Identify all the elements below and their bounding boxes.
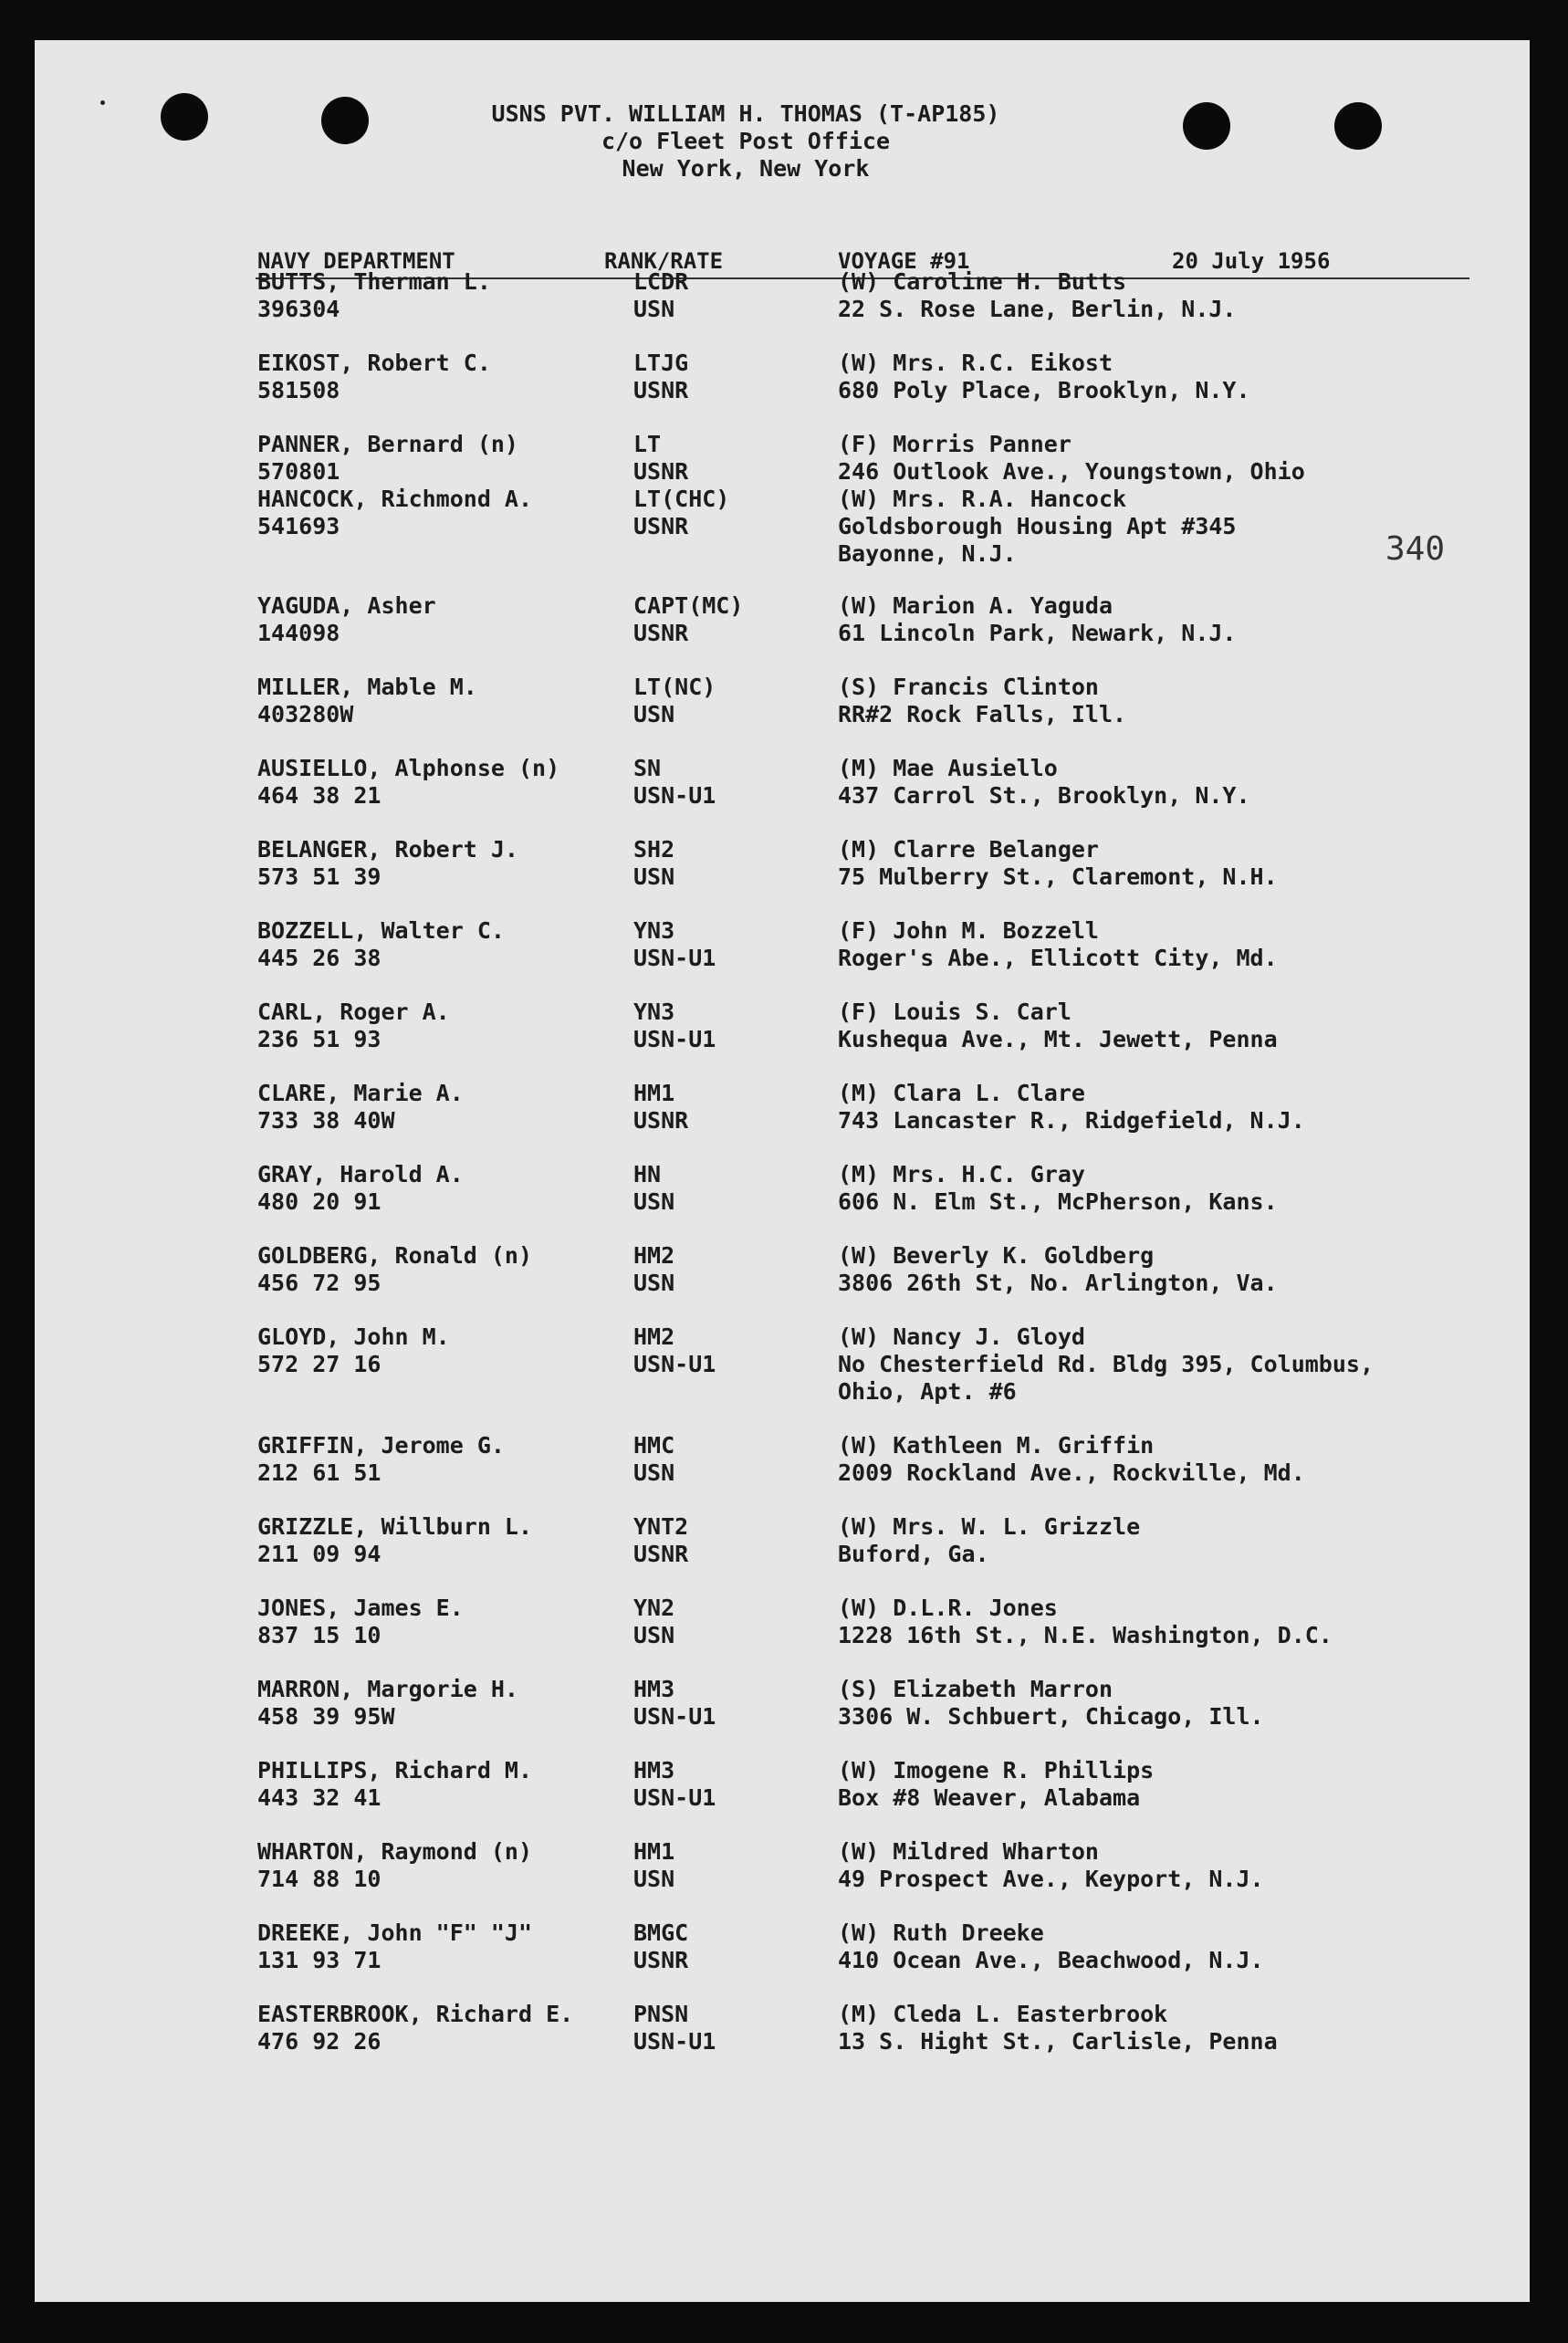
next-of-kin-line: (S) Francis Clinton — [838, 674, 1099, 700]
city: New York, New York — [622, 155, 870, 182]
next-of-kin-line: Ohio, Apt. #6 — [838, 1378, 1017, 1405]
rank-rate: HM3 — [633, 1757, 675, 1783]
next-of-kin-line: Bayonne, N.J. — [838, 540, 1017, 567]
person-name: BUTTS, Therman L. — [257, 268, 491, 295]
person-name: BELANGER, Robert J. — [257, 836, 518, 863]
next-of-kin-line: (W) Mrs. R.A. Hancock — [838, 486, 1127, 512]
next-of-kin-line: No Chesterfield Rd. Bldg 395, Columbus, — [838, 1351, 1374, 1377]
rank-rate: YN3 — [633, 917, 675, 944]
rank-rate: LCDR — [633, 268, 689, 295]
next-of-kin-line: 3806 26th St, No. Arlington, Va. — [838, 1270, 1278, 1296]
service-number: 396304 — [257, 296, 340, 322]
service-branch: USN — [633, 1866, 675, 1892]
person-name: HANCOCK, Richmond A. — [257, 486, 533, 512]
service-number: 403280W — [257, 701, 354, 727]
service-branch: USNR — [633, 458, 689, 485]
service-branch: USN-U1 — [633, 1351, 716, 1377]
next-of-kin-line: (W) D.L.R. Jones — [838, 1595, 1058, 1621]
person-name: WHARTON, Raymond (n) — [257, 1838, 533, 1865]
post-office: c/o Fleet Post Office — [601, 128, 891, 154]
next-of-kin-line: (W) Mildred Wharton — [838, 1838, 1099, 1865]
rank-rate: HM3 — [633, 1676, 675, 1702]
service-branch: USN — [633, 296, 675, 322]
service-branch: USN-U1 — [633, 1784, 716, 1811]
next-of-kin-line: (M) Cleda L. Easterbrook — [838, 2001, 1168, 2027]
next-of-kin-line: 1228 16th St., N.E. Washington, D.C. — [838, 1622, 1333, 1648]
service-branch: USNR — [633, 1947, 689, 1973]
service-number: 131 93 71 — [257, 1947, 382, 1973]
rank-rate: LTJG — [633, 350, 689, 376]
rank-rate: HMC — [633, 1432, 675, 1459]
next-of-kin-line: (W) Caroline H. Butts — [838, 268, 1127, 295]
service-number: 211 09 94 — [257, 1541, 382, 1567]
rank-rate: HN — [633, 1161, 662, 1187]
service-number: 570801 — [257, 458, 340, 485]
service-branch: USN-U1 — [633, 1026, 716, 1052]
rank-rate: HM1 — [633, 1080, 675, 1106]
person-name: EIKOST, Robert C. — [257, 350, 491, 376]
rank-rate: YN3 — [633, 999, 675, 1025]
service-branch: USN-U1 — [633, 945, 716, 971]
service-branch: USN — [633, 1459, 675, 1486]
page-number: 340 — [1385, 530, 1446, 568]
service-number: 573 51 39 — [257, 863, 382, 890]
person-name: YAGUDA, Asher — [257, 592, 436, 619]
next-of-kin-line: (W) Beverly K. Goldberg — [838, 1242, 1155, 1269]
service-number: 458 39 95W — [257, 1703, 395, 1730]
service-number: 445 26 38 — [257, 945, 382, 971]
rank-rate: YN2 — [633, 1595, 675, 1621]
service-number: 541693 — [257, 513, 340, 539]
person-name: PHILLIPS, Richard M. — [257, 1757, 533, 1783]
person-name: GOLDBERG, Ronald (n) — [257, 1242, 533, 1269]
next-of-kin-line: (W) Kathleen M. Griffin — [838, 1432, 1155, 1459]
next-of-kin-line: 246 Outlook Ave., Youngstown, Ohio — [838, 458, 1305, 485]
next-of-kin-line: 437 Carrol St., Brooklyn, N.Y. — [838, 782, 1250, 809]
person-name: GRIFFIN, Jerome G. — [257, 1432, 505, 1459]
service-number: 476 92 26 — [257, 2028, 382, 2055]
next-of-kin-line: (M) Clara L. Clare — [838, 1080, 1085, 1106]
next-of-kin-line: Roger's Abe., Ellicott City, Md. — [838, 945, 1278, 971]
rank-rate: HM2 — [633, 1323, 675, 1350]
next-of-kin-line: 606 N. Elm St., McPherson, Kans. — [838, 1188, 1278, 1215]
service-branch: USN — [633, 701, 675, 727]
next-of-kin-line: Box #8 Weaver, Alabama — [838, 1784, 1141, 1811]
service-branch: USNR — [633, 1107, 689, 1134]
rank-rate: LT(CHC) — [633, 486, 730, 512]
next-of-kin-line: (W) Marion A. Yaguda — [838, 592, 1113, 619]
person-name: AUSIELLO, Alphonse (n) — [257, 755, 560, 781]
next-of-kin-line: (W) Ruth Dreeke — [838, 1919, 1044, 1946]
person-name: GRAY, Harold A. — [257, 1161, 464, 1187]
service-number: 714 88 10 — [257, 1866, 382, 1892]
next-of-kin-line: Kushequa Ave., Mt. Jewett, Penna — [838, 1026, 1278, 1052]
rank-rate: SN — [633, 755, 662, 781]
service-number: 837 15 10 — [257, 1622, 382, 1648]
service-branch: USNR — [633, 513, 689, 539]
next-of-kin-line: (M) Mae Ausiello — [838, 755, 1058, 781]
service-number: 480 20 91 — [257, 1188, 382, 1215]
service-branch: USN — [633, 1188, 675, 1215]
service-branch: USN-U1 — [633, 1703, 716, 1730]
next-of-kin-line: 680 Poly Place, Brooklyn, N.Y. — [838, 377, 1250, 403]
rank-rate: SH2 — [633, 836, 675, 863]
next-of-kin-line: (F) John M. Bozzell — [838, 917, 1099, 944]
column-header-rank: RANK/RATE — [604, 248, 724, 274]
service-number: 236 51 93 — [257, 1026, 382, 1052]
service-branch: USN-U1 — [633, 2028, 716, 2055]
person-name: PANNER, Bernard (n) — [257, 431, 518, 457]
column-header-dept: NAVY DEPARTMENT — [257, 248, 455, 274]
person-name: GLOYD, John M. — [257, 1323, 450, 1350]
service-number: 581508 — [257, 377, 340, 403]
person-name: MARRON, Margorie H. — [257, 1676, 518, 1702]
next-of-kin-line: (W) Mrs. R.C. Eikost — [838, 350, 1113, 376]
next-of-kin-line: 410 Ocean Ave., Beachwood, N.J. — [838, 1947, 1264, 1973]
service-number: 144098 — [257, 620, 340, 646]
next-of-kin-line: Goldsborough Housing Apt #345 — [838, 513, 1237, 539]
rank-rate: HM2 — [633, 1242, 675, 1269]
rank-rate: YNT2 — [633, 1513, 689, 1540]
service-branch: USNR — [633, 620, 689, 646]
person-name: GRIZZLE, Willburn L. — [257, 1513, 533, 1540]
service-number: 456 72 95 — [257, 1270, 382, 1296]
next-of-kin-line: (F) Morris Panner — [838, 431, 1071, 457]
rank-rate: PNSN — [633, 2001, 689, 2027]
next-of-kin-line: (W) Nancy J. Gloyd — [838, 1323, 1085, 1350]
next-of-kin-line: (F) Louis S. Carl — [838, 999, 1071, 1025]
service-number: 443 32 41 — [257, 1784, 382, 1811]
document-page — [35, 40, 1530, 2302]
next-of-kin-line: RR#2 Rock Falls, Ill. — [838, 701, 1127, 727]
service-branch: USNR — [633, 377, 689, 403]
service-number: 733 38 40W — [257, 1107, 395, 1134]
person-name: CLARE, Marie A. — [257, 1080, 464, 1106]
column-header-date: 20 July 1956 — [1172, 248, 1331, 274]
column-header-voyage: VOYAGE #91 — [838, 248, 970, 274]
next-of-kin-line: 743 Lancaster R., Ridgefield, N.J. — [838, 1107, 1305, 1134]
rank-rate: LT(NC) — [633, 674, 716, 700]
next-of-kin-line: (S) Elizabeth Marron — [838, 1676, 1113, 1702]
next-of-kin-line: 2009 Rockland Ave., Rockville, Md. — [838, 1459, 1305, 1486]
next-of-kin-line: 49 Prospect Ave., Keyport, N.J. — [838, 1866, 1264, 1892]
ship-name: USNS PVT. WILLIAM H. THOMAS (T-AP185) — [491, 100, 1000, 127]
next-of-kin-line: (W) Mrs. W. L. Grizzle — [838, 1513, 1141, 1540]
next-of-kin-line: 61 Lincoln Park, Newark, N.J. — [838, 620, 1237, 646]
rank-rate: CAPT(MC) — [633, 592, 744, 619]
rank-rate: HM1 — [633, 1838, 675, 1865]
next-of-kin-line: (M) Mrs. H.C. Gray — [838, 1161, 1085, 1187]
person-name: MILLER, Mable M. — [257, 674, 477, 700]
service-number: 212 61 51 — [257, 1459, 382, 1486]
next-of-kin-line: (W) Imogene R. Phillips — [838, 1757, 1155, 1783]
service-branch: USN — [633, 1270, 675, 1296]
next-of-kin-line: Buford, Ga. — [838, 1541, 989, 1567]
rank-rate: LT — [633, 431, 662, 457]
service-number: 572 27 16 — [257, 1351, 382, 1377]
next-of-kin-line: 22 S. Rose Lane, Berlin, N.J. — [838, 296, 1237, 322]
rank-rate: BMGC — [633, 1919, 689, 1946]
service-branch: USN-U1 — [633, 782, 716, 809]
person-name: EASTERBROOK, Richard E. — [257, 2001, 574, 2027]
service-branch: USN — [633, 1622, 675, 1648]
service-branch: USN — [633, 863, 675, 890]
service-number: 464 38 21 — [257, 782, 382, 809]
next-of-kin-line: 75 Mulberry St., Claremont, N.H. — [838, 863, 1278, 890]
next-of-kin-line: (M) Clarre Belanger — [838, 836, 1099, 863]
next-of-kin-line: 13 S. Hight St., Carlisle, Penna — [838, 2028, 1278, 2055]
person-name: CARL, Roger A. — [257, 999, 450, 1025]
person-name: JONES, James E. — [257, 1595, 464, 1621]
person-name: BOZZELL, Walter C. — [257, 917, 505, 944]
service-branch: USNR — [633, 1541, 689, 1567]
next-of-kin-line: 3306 W. Schbuert, Chicago, Ill. — [838, 1703, 1264, 1730]
person-name: DREEKE, John "F" "J" — [257, 1919, 533, 1946]
